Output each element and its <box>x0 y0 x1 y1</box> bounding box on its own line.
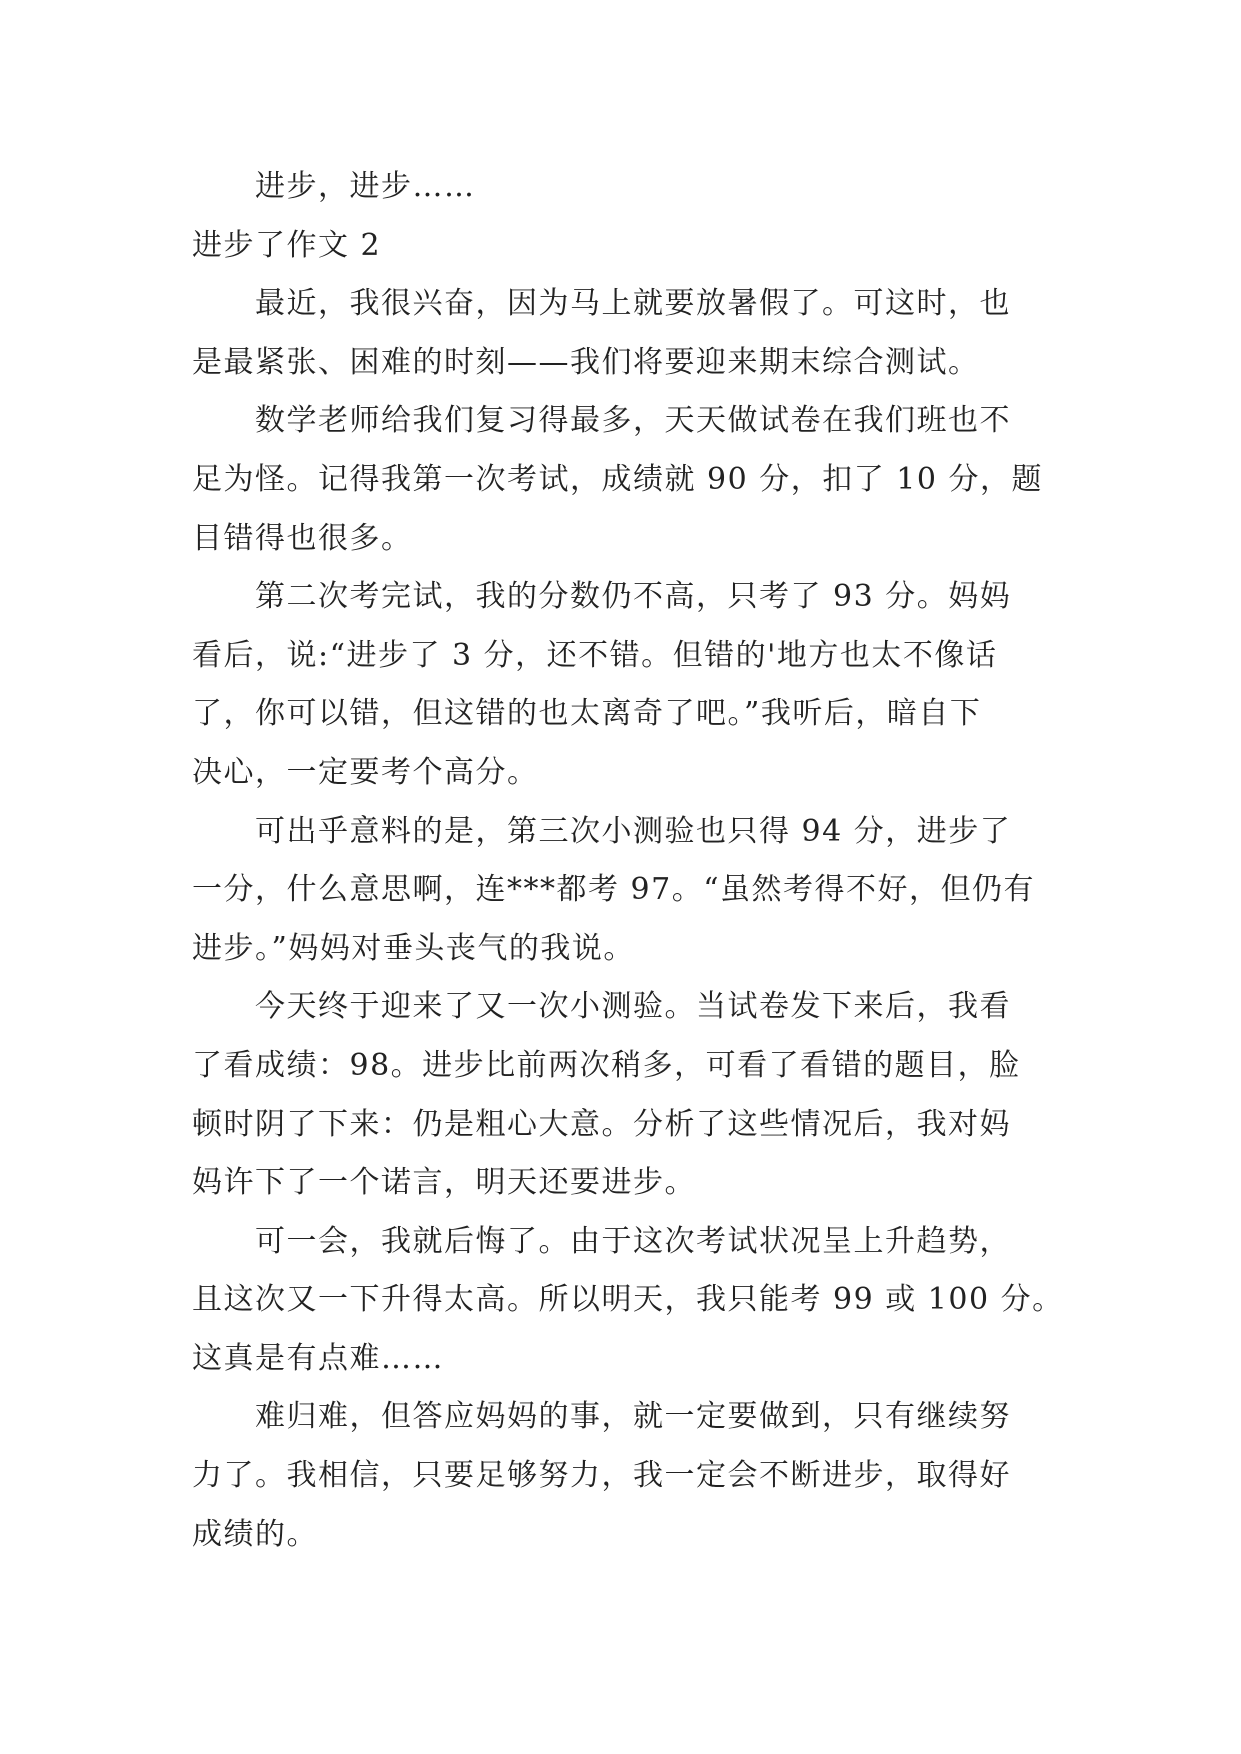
text-line: 进步。”妈妈对垂头丧气的我说。 <box>192 930 635 966</box>
text-line: 了看成绩：98。进步比前两次稍多，可看了看错的题目，脸 <box>192 1047 1021 1083</box>
text-line: 进步，进步…… <box>255 169 476 204</box>
text-line: 看后，说:“进步了 3 分，还不错。但错的'地方也太不像话 <box>192 637 998 673</box>
text-line: 最近，我很兴奋，因为马上就要放暑假了。可这时，也 <box>255 286 1011 322</box>
text-line: 可出乎意料的是，第三次小测验也只得 94 分，进步了 <box>255 813 1012 849</box>
text-line: 数学老师给我们复习得最多，天天做试卷在我们班也不 <box>255 403 1011 439</box>
text-line: 妈许下了一个诺言，明天还要进步。 <box>192 1165 696 1201</box>
text-line: 一分，什么意思啊，连***都考 97。“虽然考得不好，但仍有 <box>192 872 1036 908</box>
text-line: 难归难，但答应妈妈的事，就一定要做到，只有继续努 <box>255 1399 1011 1435</box>
text-line: 今天终于迎来了又一次小测验。当试卷发下来后，我看 <box>255 989 1011 1025</box>
text-line: 且这次又一下升得太高。所以明天，我只能考 99 或 100 分。 <box>192 1282 1064 1318</box>
text-line: 这真是有点难…… <box>192 1340 444 1376</box>
text-line: 足为怪。记得我第一次考试，成绩就 90 分，扣了 10 分，题 <box>192 461 1043 497</box>
text-line: 力了。我相信，只要足够努力，我一定会不断进步，取得好 <box>192 1458 1011 1494</box>
text-line: 可一会，我就后悔了。由于这次考试状况呈上升趋势， <box>255 1223 1011 1259</box>
essay-title: 进步了作文 2 <box>192 227 382 263</box>
text-line: 了，你可以错，但这错的也太离奇了吧。”我听后，暗自下 <box>192 696 982 732</box>
essay-body <box>192 158 1064 1564</box>
text-line: 第二次考完试，我的分数仍不高，只考了 93 分。妈妈 <box>255 579 1012 615</box>
text-line: 成绩的。 <box>192 1516 318 1552</box>
text-line: 目错得也很多。 <box>192 520 413 556</box>
text-line: 是最紧张、困难的时刻——我们将要迎来期末综合测试。 <box>192 344 980 380</box>
text-line: 决心，一定要考个高分。 <box>192 754 539 790</box>
text-line: 顿时阴了下来：仍是粗心大意。分析了这些情况后，我对妈 <box>192 1106 1011 1142</box>
